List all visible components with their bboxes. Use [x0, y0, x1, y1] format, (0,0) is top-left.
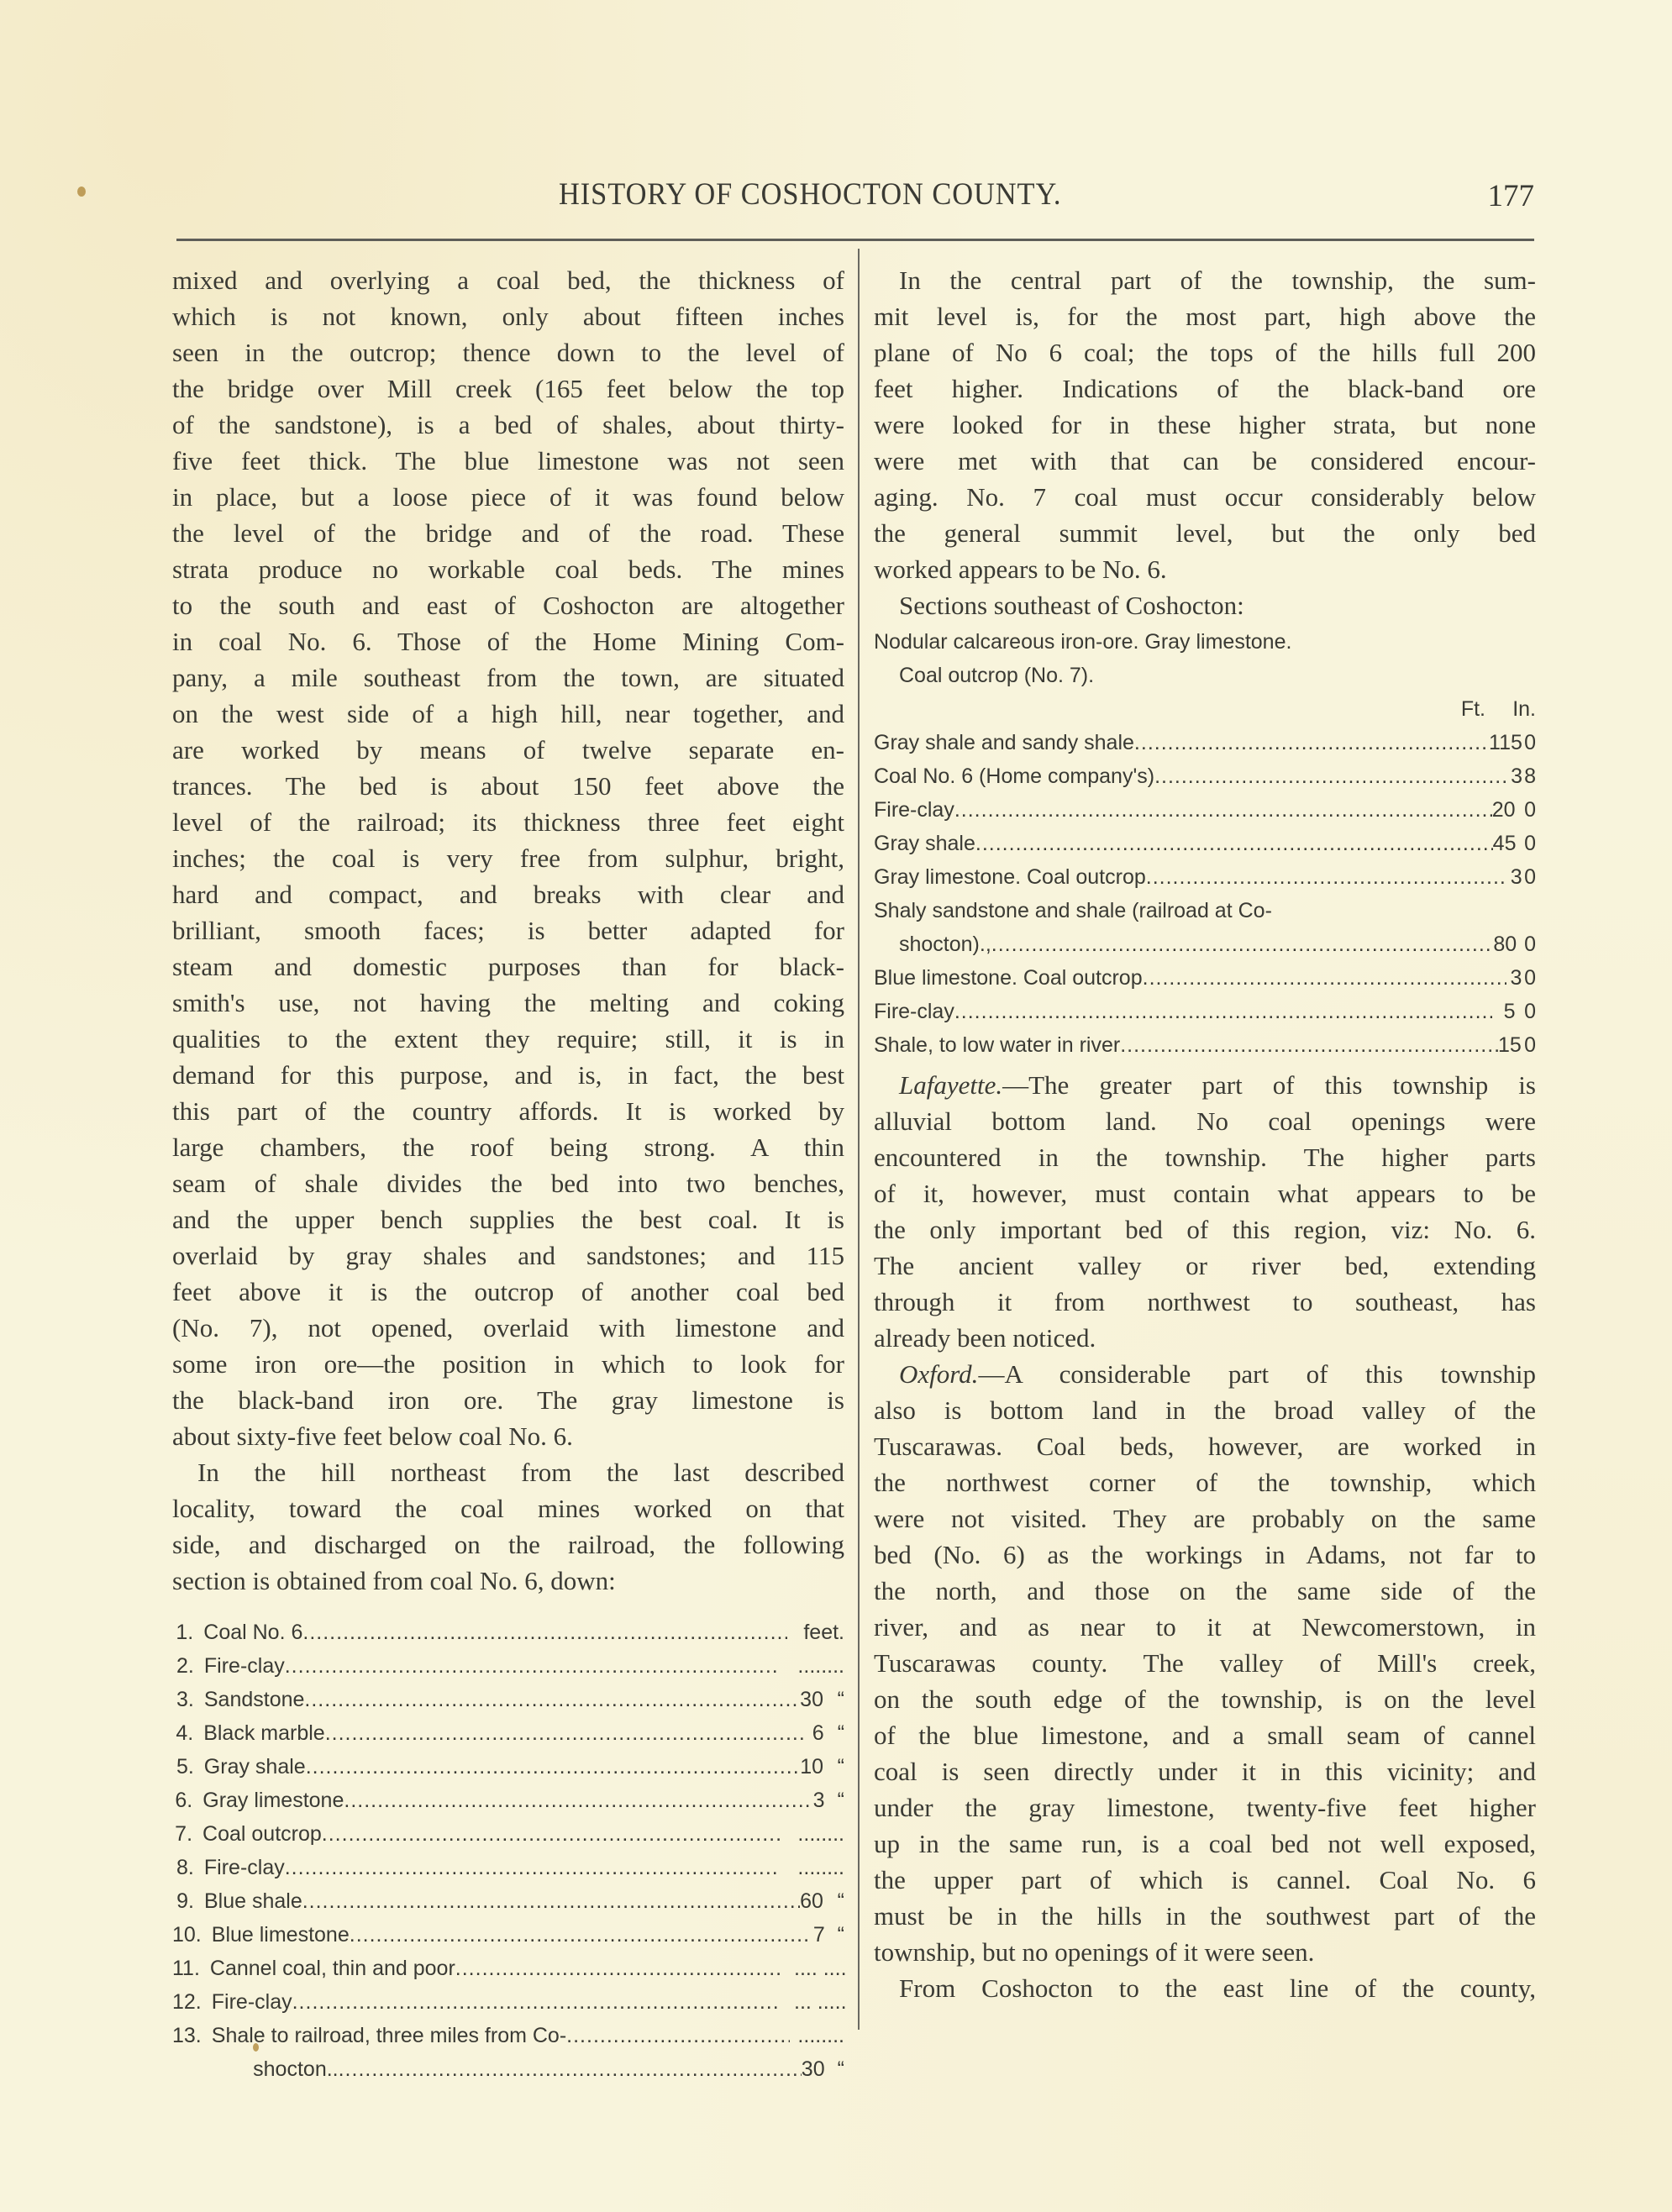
text-line: were looked for in these higher strata, but none — [874, 410, 1536, 439]
leader-dots — [1143, 961, 1506, 995]
row-number: 10. — [172, 1923, 202, 1947]
row-label: Coal No. 6 (Home company's) — [874, 764, 1155, 788]
text-line: seen in the outcrop; thence down to the level of — [172, 338, 844, 367]
text-line: Tuscarawas. Coal beds, however, are worked in — [874, 1432, 1536, 1461]
row-inches: 0 — [1524, 933, 1536, 956]
closing-paragraph — [874, 1970, 1536, 2006]
text-line: up in the same run, is a coal bed not well exposed, — [874, 1829, 1536, 1858]
section-heading-line: Nodular calcareous iron-ore. Gray limestone. — [874, 630, 1292, 654]
row-label: Gray shale — [203, 1755, 306, 1779]
row-label: Cannel coal, thin and poor — [209, 1957, 455, 1980]
leader-dots — [991, 927, 1494, 961]
table-row — [172, 1884, 844, 1918]
row-feet: 80 — [1493, 933, 1517, 956]
row-unit: ........ — [797, 1654, 844, 1678]
text-line: in coal No. 6. Those of the Home Mining Com- — [172, 627, 844, 656]
row-inches: 0 — [1524, 832, 1536, 855]
right-column — [874, 262, 1536, 2006]
leader-dots — [455, 1952, 783, 1985]
table-row — [874, 995, 1536, 1028]
row-number: 3. — [176, 1688, 194, 1711]
text-line: also is bottom land in the broad valley of the — [874, 1395, 1536, 1425]
row-inches: 0 — [1524, 966, 1536, 990]
paper-speck — [77, 187, 86, 197]
row-label: Shaly sandstone and shale (railroad at Co- — [874, 899, 1272, 922]
row-feet: 3 — [1510, 865, 1522, 889]
row-unit: “ — [837, 1721, 845, 1745]
row-value: 3 — [812, 1789, 825, 1812]
left-paragraph-1 — [172, 262, 844, 1454]
row-number: 1. — [176, 1621, 194, 1644]
text-line: the northwest corner of the township, which — [874, 1468, 1536, 1497]
text-line — [874, 1067, 1536, 1103]
text-line: to the south and east of Coshocton are altogether — [172, 591, 844, 620]
row-number: 13. — [172, 2024, 202, 2047]
row-value: 30 — [800, 1688, 823, 1711]
running-title: HISTORY OF COSHOCTON COUNTY. — [559, 177, 1062, 212]
row-unit: “ — [837, 1688, 844, 1711]
text-line: in place, but a loose piece of it was found below — [172, 482, 844, 512]
row-unit: “ — [837, 1755, 844, 1779]
text-line: smith's use, not having the melting and coking — [172, 988, 844, 1017]
row-label: Fire-clay — [874, 798, 954, 822]
row-label: Coal No. 6 — [203, 1621, 303, 1644]
text-line: aging. No. 7 coal must occur considerably below — [874, 482, 1536, 512]
row-number: 12. — [172, 1990, 202, 2014]
text-line: under the gray limestone, twenty-five feet higher — [874, 1793, 1536, 1822]
text-run: —The greater part of this township is — [1002, 1070, 1536, 1100]
table-row — [172, 1716, 844, 1750]
row-label: Shale to railroad, three miles from Co- — [211, 2024, 567, 2047]
table-row — [874, 827, 1536, 860]
row-label: Gray shale — [874, 832, 975, 855]
row-feet: 115 — [1489, 731, 1522, 754]
text-line: bed (No. 6) as the workings in Adams, not far to — [874, 1540, 1536, 1569]
row-number: 8. — [176, 1856, 194, 1879]
row-number: 6. — [175, 1789, 193, 1812]
leader-dots — [954, 995, 1493, 1028]
row-unit: ........ — [797, 1822, 844, 1846]
right-paragraph-1 — [874, 262, 1536, 587]
row-feet: 20 — [1491, 798, 1516, 822]
table-row — [874, 726, 1536, 759]
row-label: Gray limestone — [202, 1789, 344, 1812]
text-line: encountered in the township. The higher parts — [874, 1143, 1536, 1172]
leader-dots — [566, 2019, 790, 2052]
text-line: In the central part of the township, the sum- — [899, 265, 1536, 295]
row-label: shocton.. — [253, 2057, 339, 2081]
row-inches: 8 — [1524, 764, 1536, 788]
text-line — [874, 1356, 1536, 1392]
sections-intro: Sections southeast of Coshocton: — [899, 591, 1244, 620]
leader-dots — [285, 1649, 781, 1683]
text-line: were not visited. They are probably on the same — [874, 1504, 1536, 1533]
row-number: 5. — [176, 1755, 194, 1779]
text-line: the general summit level, but the only bed — [874, 518, 1536, 548]
table-row — [172, 2019, 844, 2052]
table-row — [874, 927, 1536, 961]
section-heading-italic: Oxford. — [899, 1359, 979, 1389]
row-unit: “ — [837, 1923, 844, 1947]
row-label: Blue limestone — [211, 1923, 350, 1947]
table-row — [172, 2052, 844, 2086]
text-line: mixed and overlying a coal bed, the thickness of — [172, 265, 844, 295]
text-line: the black-band iron ore. The gray limestone is — [172, 1385, 844, 1415]
text-line: feet higher. Indications of the black-band ore — [874, 374, 1536, 403]
row-unit: ... ..... — [794, 1990, 847, 2014]
row-label: Fire-clay — [203, 1856, 285, 1879]
row-value: 10 — [800, 1755, 824, 1779]
row-label: Fire-clay — [203, 1654, 285, 1678]
table-column-headers — [874, 692, 1536, 726]
text-line: and the upper bench supplies the best coal. It is — [172, 1205, 844, 1234]
table-row — [874, 894, 1536, 927]
table-row — [874, 1028, 1536, 1062]
text-line: coal is seen directly under it in this vicinity; and — [874, 1757, 1536, 1786]
table-row — [172, 1784, 844, 1817]
row-label: Gray shale and sandy shale — [874, 731, 1134, 754]
row-feet: 45 — [1492, 832, 1517, 855]
table-row — [172, 1952, 847, 1985]
row-label: Fire-clay — [874, 1000, 954, 1023]
row-label: Fire-clay — [211, 1990, 292, 2014]
text-line: about sixty-five feet below coal No. 6. — [172, 1421, 573, 1451]
row-label: Blue shale — [203, 1889, 302, 1913]
leader-dots — [339, 2052, 802, 2086]
text-line: of it, however, must contain what appears to be — [874, 1179, 1536, 1208]
row-inches: 0 — [1524, 731, 1536, 754]
text-line: steam and domestic purposes than for black- — [172, 952, 844, 981]
text-line: qualities to the extent they require; still, it is in — [172, 1024, 844, 1053]
right-section-rows — [874, 726, 1536, 1062]
text-line: overlaid by gray shales and sandstones; and 115 — [172, 1241, 844, 1270]
row-number: 2. — [176, 1654, 194, 1678]
leader-dots — [292, 1985, 778, 2019]
text-line: (No. 7), not opened, overlaid with limestone and — [172, 1313, 844, 1342]
text-line: worked appears to be No. 6. — [874, 554, 1167, 584]
row-label: Sandstone — [203, 1688, 305, 1711]
table-row — [874, 759, 1536, 793]
text-line: the bridge over Mill creek (165 feet below the top — [172, 374, 844, 403]
row-label: Coal outcrop — [202, 1822, 322, 1846]
section-heading-italic: Lafayette. — [899, 1070, 1003, 1100]
text-line: the only important bed of this region, viz: No. 6. — [874, 1215, 1536, 1244]
row-value: 7 — [812, 1923, 825, 1947]
text-line: The ancient valley or river bed, extending — [874, 1251, 1536, 1280]
text-line: feet above it is the outcrop of another coal bed — [172, 1277, 844, 1306]
closing-line: From Coshocton to the east line of the county, — [899, 1973, 1536, 2003]
text-line: section is obtained from coal No. 6, down: — [172, 1566, 616, 1595]
row-inches: 0 — [1524, 798, 1536, 822]
text-line: some iron ore—the position in which to look for — [172, 1349, 844, 1379]
col-header-ft: Ft. — [1460, 697, 1485, 721]
row-unit: “ — [837, 1789, 844, 1812]
row-unit: “ — [837, 2057, 844, 2081]
leader-dots — [344, 1784, 808, 1817]
left-section-table — [172, 1616, 847, 2086]
table-row — [172, 1616, 844, 1649]
row-value: 30 — [801, 2057, 825, 2081]
row-unit: “ — [837, 1889, 844, 1913]
text-line: level of the railroad; its thickness three feet eight — [172, 807, 844, 837]
section-heading-line: Coal outcrop (No. 7). — [899, 664, 1095, 687]
text-line: side, and discharged on the railroad, the following — [172, 1530, 844, 1559]
leader-dots — [1120, 1028, 1498, 1062]
text-line: were met with that can be considered encour- — [874, 446, 1536, 476]
row-inches: 0 — [1524, 1033, 1536, 1057]
text-line: the north, and those on the same side of the — [874, 1576, 1536, 1605]
row-label: Gray limestone. Coal outcrop — [874, 865, 1146, 889]
text-line: of the sandstone), is a bed of shales, about thirty- — [172, 410, 844, 439]
row-feet: 15 — [1498, 1033, 1522, 1057]
text-line: on the south edge of the township, is on the level — [874, 1684, 1536, 1714]
row-number: 7. — [175, 1822, 193, 1846]
left-paragraph-2 — [172, 1454, 844, 1599]
leader-dots — [975, 827, 1493, 860]
leader-dots — [285, 1851, 781, 1884]
text-line: hard and compact, and breaks with clear and — [172, 880, 844, 909]
table-row — [874, 961, 1536, 995]
text-line: already been noticed. — [874, 1323, 1096, 1353]
row-feet: 3 — [1510, 966, 1522, 990]
row-label: Blue limestone. Coal outcrop — [874, 966, 1143, 990]
text-line: are worked by means of twelve separate en- — [172, 735, 844, 764]
column-divider — [858, 249, 860, 2030]
text-line: large chambers, the roof being strong. A thin — [172, 1132, 844, 1162]
text-line: five feet thick. The blue limestone was not seen — [172, 446, 844, 476]
leader-dots — [954, 793, 1492, 827]
text-line: plane of No 6 coal; the tops of the hills full 200 — [874, 338, 1536, 367]
col-header-in: In. — [1512, 697, 1536, 721]
row-value: 60 — [800, 1889, 823, 1913]
row-label: Shale, to low water in river — [874, 1033, 1121, 1057]
leader-dots — [325, 1716, 807, 1750]
table-row — [172, 1817, 844, 1851]
row-label: Black marble — [203, 1721, 325, 1745]
table-row — [172, 1851, 844, 1884]
leader-dots — [302, 1884, 800, 1918]
text-line: pany, a mile southeast from the town, are situated — [172, 663, 844, 692]
row-unit: ........ — [797, 2024, 844, 2047]
table-row — [172, 1683, 844, 1716]
leader-dots — [322, 1817, 782, 1851]
row-feet: 3 — [1511, 764, 1522, 788]
text-line: the upper part of which is cannel. Coal No. 6 — [874, 1865, 1536, 1894]
row-unit: feet. — [803, 1621, 844, 1644]
text-line: demand for this purpose, and is, in fact, the best — [172, 1060, 844, 1090]
text-line: on the west side of a high hill, near together, and — [172, 699, 844, 728]
row-label: shocton)., — [899, 933, 991, 956]
text-line: In the hill northeast from the last described — [197, 1458, 844, 1487]
text-line: the level of the bridge and of the road. These — [172, 518, 844, 548]
sections-intro-paragraph — [874, 587, 1536, 623]
text-line: brilliant, smooth faces; is better adapted for — [172, 916, 844, 945]
leader-dots — [1154, 759, 1507, 793]
leader-dots — [1134, 726, 1489, 759]
text-line: trances. The bed is about 150 feet above the — [172, 771, 844, 801]
leader-dots — [1146, 860, 1507, 894]
left-column — [172, 262, 847, 2086]
table-row — [172, 1985, 847, 2019]
lafayette-paragraph — [874, 1067, 1536, 1356]
leader-dots — [350, 1918, 809, 1952]
page-number: 177 — [1487, 179, 1534, 213]
row-inches: 0 — [1524, 1000, 1536, 1023]
table-row — [172, 1750, 844, 1784]
table-row — [874, 860, 1536, 894]
right-section-table — [874, 625, 1536, 1062]
running-header — [176, 176, 1534, 218]
text-line: which is not known, only about fifteen inches — [172, 302, 844, 331]
text-run: —A considerable part of this township — [978, 1359, 1536, 1389]
text-line: locality, toward the coal mines worked on that — [172, 1494, 844, 1523]
table-row — [874, 793, 1536, 827]
row-number: 9. — [176, 1889, 194, 1913]
text-line: seam of shale divides the bed into two benches, — [172, 1169, 844, 1198]
text-line: Tuscarawas county. The valley of Mill's creek, — [874, 1648, 1536, 1678]
row-number: 11. — [172, 1957, 200, 1980]
row-feet: 5 — [1503, 1000, 1516, 1023]
text-line: must be in the hills in the southwest part of the — [874, 1901, 1536, 1931]
row-value: 6 — [812, 1721, 824, 1745]
text-line: river, and as near to it at Newcomerstown, in — [874, 1612, 1536, 1642]
table-row — [172, 1649, 844, 1683]
row-inches: 0 — [1524, 865, 1536, 889]
text-line: of the blue limestone, and a small seam of cannel — [874, 1721, 1536, 1750]
leader-dots — [306, 1750, 801, 1784]
row-number: 4. — [176, 1721, 194, 1745]
text-line: inches; the coal is very free from sulphur, bright, — [172, 843, 844, 873]
table-row — [172, 1918, 844, 1952]
row-unit: ........ — [797, 1856, 844, 1879]
leader-dots — [302, 1616, 786, 1649]
text-line: mit level is, for the most part, high above the — [874, 302, 1536, 331]
oxford-paragraph — [874, 1356, 1536, 1970]
text-line: through it from northwest to southeast, has — [874, 1287, 1536, 1316]
text-line: this part of the country affords. It is worked by — [172, 1096, 844, 1126]
leader-dots — [304, 1683, 800, 1716]
text-line: alluvial bottom land. No coal openings were — [874, 1106, 1536, 1136]
header-rule — [176, 239, 1534, 241]
text-line: strata produce no workable coal beds. The mines — [172, 554, 844, 584]
row-unit: .... .... — [794, 1957, 847, 1980]
text-line: township, but no openings of it were seen. — [874, 1937, 1315, 1967]
